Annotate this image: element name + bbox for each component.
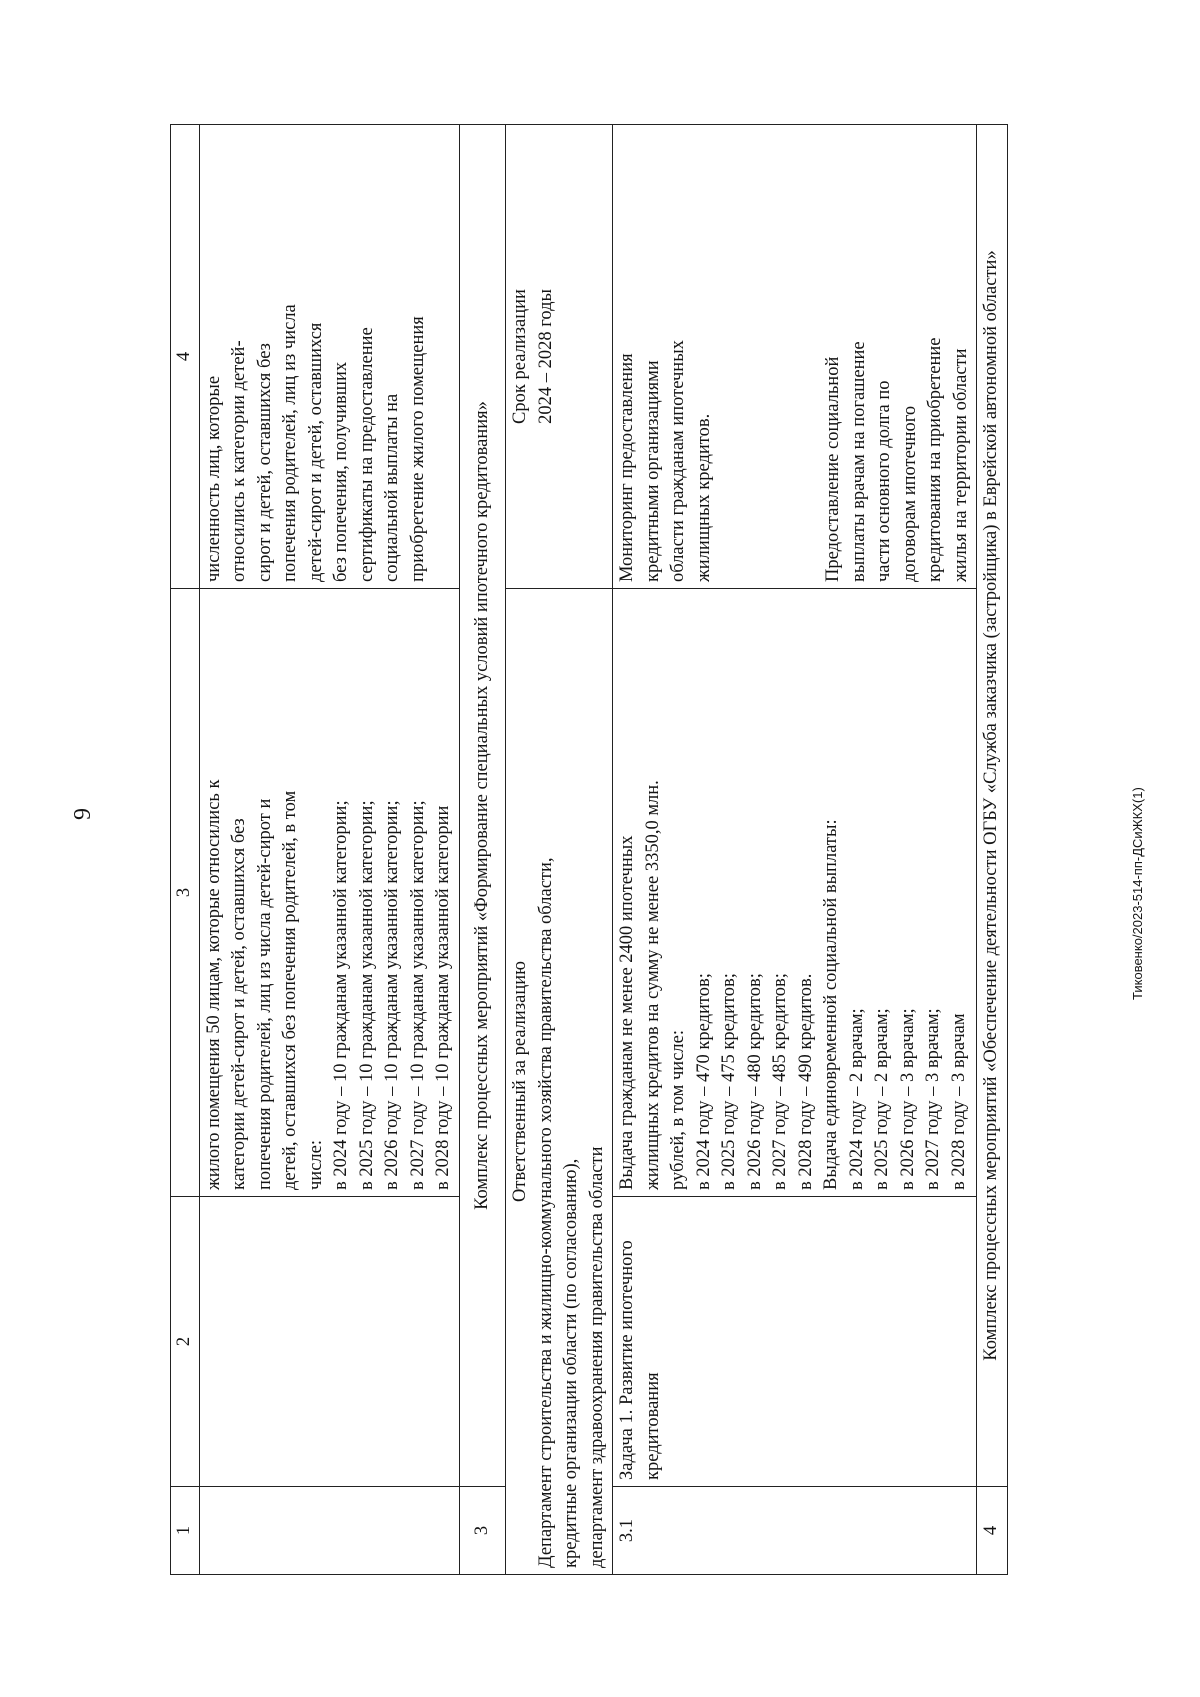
table-row-section-3 — [459, 125, 506, 1575]
row-number: 4 — [977, 1487, 1008, 1575]
row-number: 3 — [459, 1487, 506, 1575]
table-row-continuation — [199, 125, 459, 1575]
document-footer-code: Тиковенко/2023-514-пп-ДСиЖКХ(1) — [1130, 787, 1145, 1000]
table-row-section-4 — [977, 125, 1008, 1575]
section-title: Комплекс процессных мероприятий «Формирование специальных условий ипотечного кредитования» — [459, 125, 506, 1487]
table-row-responsible — [506, 125, 613, 1575]
row-number: 3.1 — [613, 1487, 977, 1575]
table-header-row — [171, 125, 200, 1575]
header-col-3: 3 — [171, 589, 200, 1197]
header-col-2: 2 — [171, 1197, 200, 1487]
document-table-rotated — [170, 125, 1070, 1575]
task-result-cell: Выдача гражданам не менее 2400 ипотечных жилищных кредитов на сумму не менее 3350,0 млн. рублей, в том числе: в 2024 году – 470 кредитов; в 2025 году – 475 кредитов; в 2026 году – 480 кредитов; в 2027 году – 485 кредитов; в 2028 году – 490 кредитов. Выдача единовременной социальной выплаты: в 2024 году – 2 врачам; в 2025 году – 2 врачам; в 2026 году – 3 врачам; в 2027 году – 3 врачам; в 2028 году – 3 врачам — [613, 589, 977, 1197]
table-row-3-1 — [613, 125, 977, 1575]
header-col-4: 4 — [171, 125, 200, 589]
section-title: Комплекс процессных мероприятий «Обеспечение деятельности ОГБУ «Служба заказчика (застройщика) в Еврейской автономной области» — [977, 125, 1008, 1487]
task-cell: Задача 1. Развитие ипотечного кредитования — [613, 1197, 977, 1487]
page-number: 9 — [70, 808, 96, 820]
program-table — [170, 124, 1008, 1575]
responsible-cell: Ответственный за реализацию Департамент строительства и жилищно-коммунального хозяйства правительства области, кредитные организации области (по согласованию), департамент здравоохранения правительства области — [506, 589, 613, 1575]
term-cell: Срок реализации 2024 – 2028 годы — [506, 125, 613, 589]
continuation-indicator-cell: численность лиц, которые относились к категории детей- сирот и детей, оставшихся без попечения родителей, лиц из числа детей-сирот и детей, оставшихся без попечения, получивших сертификаты на предоставление социальной выплаты на приобретение жилого помещения — [199, 125, 459, 589]
task-indicator-cell: Мониторинг предоставления кредитными организациями области гражданам ипотечных жилищных кредитов. Предоставление социальной выплаты врачам на погашение части основного долга по договорам ипотечного кредитования на приобретение жилья на территории области — [613, 125, 977, 589]
continuation-result-cell: жилого помещения 50 лицам, которые относились к категории детей-сирот и детей, оставшихся без попечения родителей, лиц из числа детей-сирот и детей, оставшихся без попечения родителей, в том числе: в 2024 году – 10 гражданам указанной категории; в 2025 году – 10 гражданам указанной категории; в 2026 году – 10 гражданам указанной категории; в 2027 году – 10 гражданам указанной категории; в 2028 году – 10 гражданам указанной категории — [199, 589, 459, 1197]
header-col-1: 1 — [171, 1487, 200, 1575]
